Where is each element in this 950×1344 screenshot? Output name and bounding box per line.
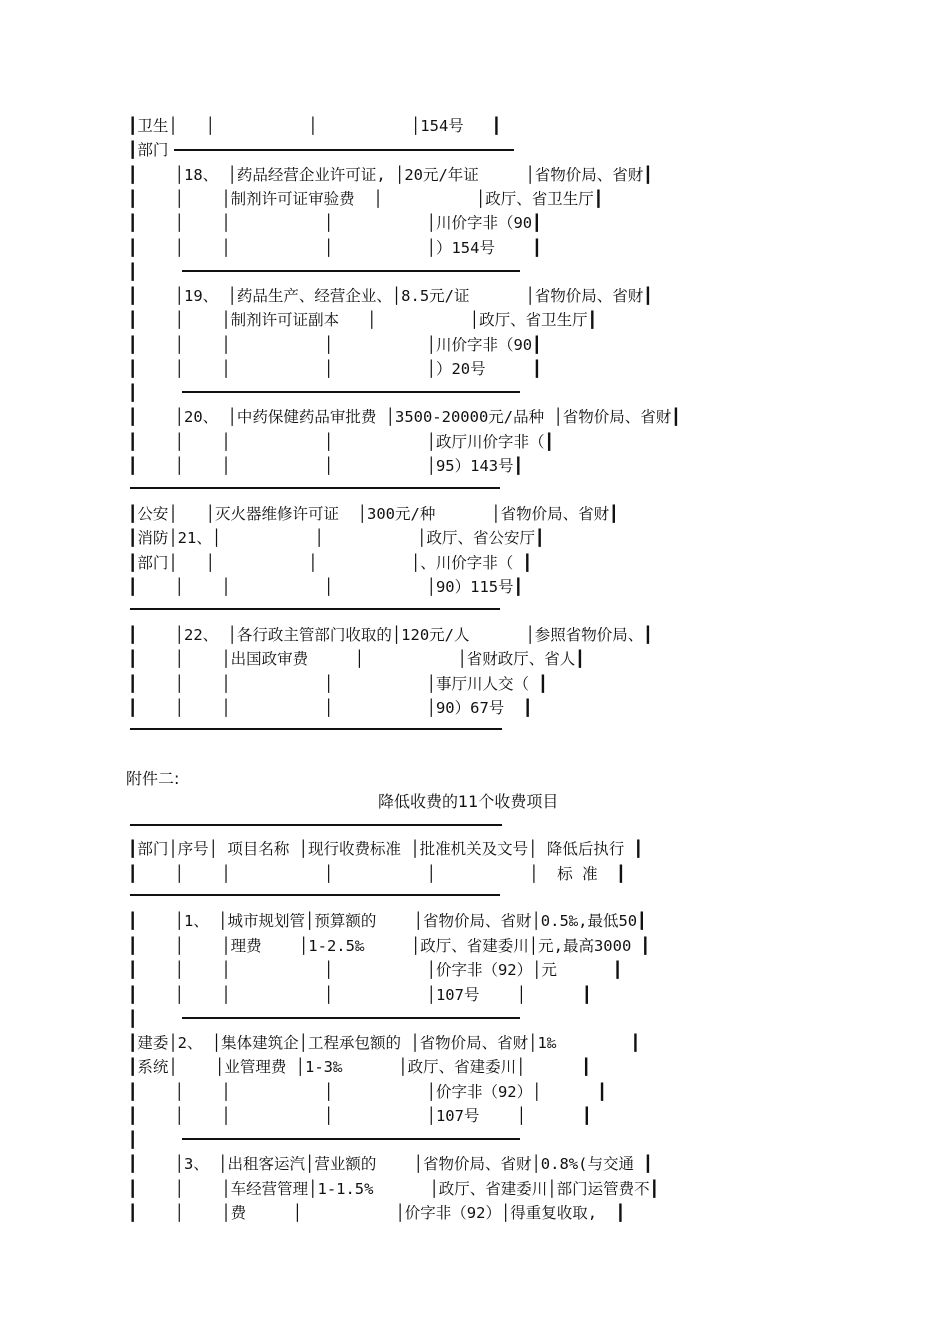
table-header-line: ┃ │ │ │ │ │ 标 准 ┃ (128, 865, 626, 883)
table-line: ┃ │ │ │ │）20号 ┃ (128, 360, 542, 378)
table-line: ┃ │ │ │ │价字非（92）│ ┃ (128, 1083, 607, 1101)
appendix-title: 降低收费的11个收费项目 (378, 792, 559, 811)
table-line: ┃ │ │费 │ │价字非（92）│得重复收取, ┃ (128, 1204, 626, 1222)
appendix-label: 附件二: (126, 769, 180, 788)
table-line: ┃ │ │ │ │）154号 ┃ (128, 239, 542, 257)
table-line: ┃部门│ │ │ │、川价字非（ ┃ (128, 554, 532, 572)
table-line: ┃ │ │ │ │川价字非（90┃ (128, 336, 542, 354)
table-line: ┃ │ │制剂许可证审验费 │ │政厅、省卫生厅┃ (128, 190, 604, 208)
table-line: ┃ │3、 │出租客运汽│营业额的 │省物价局、省财│0.8%(与交通 ┃ (128, 1155, 653, 1173)
row-divider (182, 1017, 520, 1019)
table-header-line: ┃部门│序号│ 项目名称 │现行收费标准 │批准机关及文号│ 降低后执行 ┃ (128, 840, 643, 858)
row-divider (182, 1138, 520, 1140)
table-line: ┃ (128, 1131, 138, 1149)
table-line: ┃ (128, 1010, 138, 1028)
table-line: ┃部门 (128, 141, 169, 159)
table-line: ┃ (128, 263, 138, 281)
table-line: ┃ │ │ │ │政厅川价字非（┃ (128, 433, 554, 451)
table-line: ┃ │ │理费 │1-2.5‰ │政厅、省建委川│元,最高3000 ┃ (128, 937, 650, 955)
row-divider (182, 391, 520, 393)
table-line: ┃ │ │车经营管理│1-1.5% │政厅、省建委川│部门运管费不┃ (128, 1180, 659, 1198)
table-line: ┃ │ │ │ │90）115号┃ (128, 578, 523, 596)
table-line: ┃ │ │ │ │价字非（92）│元 ┃ (128, 961, 623, 979)
table-line: ┃系统│ │业管理费 │1-3‰ │政厅、省建委川│ ┃ (128, 1058, 591, 1076)
table-line: ┃ │22、 │各行政主管部门收取的│120元/人 │参照省物价局、┃ (128, 626, 653, 644)
section-divider (130, 608, 500, 610)
table-line: ┃ (128, 384, 138, 402)
table-bottom-border (130, 728, 502, 730)
table-line: ┃ │ │ │ │90）67号 ┃ (128, 699, 533, 717)
header-divider (130, 894, 500, 896)
table-line: ┃ │18、 │药品经营企业许可证, │20元/年证 │省物价局、省财┃ (128, 166, 653, 184)
table-line: ┃ │ │ │ │事厅川人交（ ┃ (128, 675, 548, 693)
table-line: ┃公安│ │灭火器维修许可证 │300元/种 │省物价局、省财┃ (128, 505, 619, 523)
table-line: ┃ │ │出国政审费 │ │省财政厅、省人┃ (128, 650, 585, 668)
row-divider (174, 149, 514, 151)
table-line: ┃ │ │制剂许可证副本 │ │政厅、省卫生厅┃ (128, 311, 597, 329)
row-divider (182, 270, 520, 272)
table-line: ┃建委│2、 │集体建筑企│工程承包额的 │省物价局、省财│1‰ ┃ (128, 1034, 641, 1052)
table-line: ┃卫生│ │ │ │154号 ┃ (128, 117, 502, 135)
table-line: ┃ │ │ │ │川价字非（90┃ (128, 214, 542, 232)
section-divider (130, 487, 500, 489)
table-line: ┃ │19、 │药品生产、经营企业、│8.5元/证 │省物价局、省财┃ (128, 287, 653, 305)
table-line: ┃ │ │ │ │95）143号┃ (128, 457, 523, 475)
table-top-border (130, 824, 502, 826)
table-line: ┃ │ │ │ │107号 │ ┃ (128, 986, 592, 1004)
table-line: ┃ │20、 │中药保健药品审批费 │3500-20000元/品种 │省物价局、省财┃ (128, 408, 681, 426)
table-line: ┃ │ │ │ │107号 │ ┃ (128, 1107, 592, 1125)
table-line: ┃ │1、 │城市规划管│预算额的 │省物价局、省财│0.5‰,最低50┃ (128, 912, 647, 930)
table-line: ┃消防│21、│ │ │政厅、省公安厅┃ (128, 529, 545, 547)
